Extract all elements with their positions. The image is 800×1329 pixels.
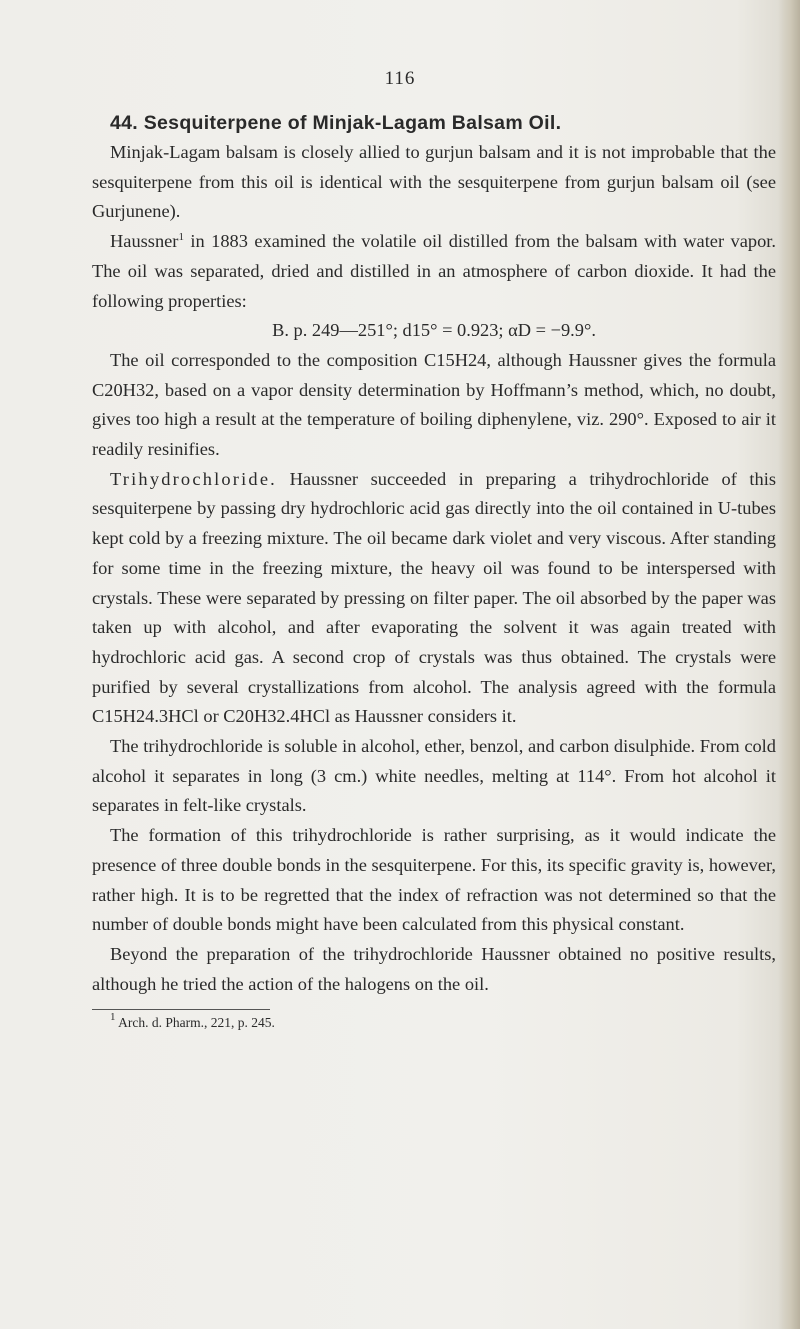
paragraph-intro: Minjak-Lagam balsam is closely allied to gurjun balsam and it is not improbable that the sesquiterpene from this oil is identical with the sesquiterpene from gurjun balsam oil (see Gurjunene). <box>92 142 776 222</box>
paragraph-trihydrochloride-text: Haussner succeeded in preparing a trihydrochloride of this sesquiterpene by passing dry hydrochloric acid gas directly into the oil contained in U-tubes kept cold by a freezing mixture. The oil became dark violet and very viscous. After standing for some time in the freezing mixture, the heavy oil was found to be interspersed with crystals. These were separated by pressing on filter paper. The oil absorbed by the paper was taken up with alcohol, and after evaporating the solvent it was again treated with hydrochloric acid gas. A second crop of crystals was thus obtained. The crystals were purified by several crystallizations from alcohol. The analysis agreed with the formula C15H24.3HCl or C20H32.4HCl as Haussner considers it. <box>92 468 776 727</box>
footnote-divider <box>92 1009 270 1010</box>
trihydrochloride-heading: Trihydrochloride. <box>110 468 277 489</box>
footnote <box>92 1011 776 1032</box>
paragraph-composition: The oil corresponded to the composition C15H24, although Haussner gives the formula C20H32, based on a vapor density determination by Hoffmann’s method, which, no doubt, gives too high a result at the temperature of boiling diphenylene, viz. 290°. Exposed to air it readily resinifies. <box>92 349 776 460</box>
section-number: 44. <box>110 112 139 134</box>
section-title: Sesquiterpene of Minjak-Lagam Balsam Oil. <box>143 112 562 134</box>
author-name: Haussner <box>110 231 179 252</box>
page-number: 116 <box>384 68 416 89</box>
paragraph-formation: The formation of this trihydrochloride is rather surprising, as it would indicate the presence of three double bonds in the sesquiterpene. For this, its specific gravity is, however, rather high. It is to be regretted that the index of refraction was not determined so that the number of double bonds might have been calculated from this physical constant. <box>92 825 776 935</box>
paragraph-trihydrochloride <box>92 465 776 732</box>
paragraph-haussner <box>92 227 776 316</box>
footnote-text: Arch. d. Pharm., 221, p. 245. <box>115 1015 275 1031</box>
footnote-mark: 1 <box>110 1011 116 1024</box>
paragraph-conclusion: Beyond the preparation of the trihydrochloride Haussner obtained no positive results, although he tried the action of the halogens on the oil. <box>92 943 776 994</box>
properties-line: B. p. 249—251°; d15° = 0.923; αD = −9.9°. <box>272 320 596 341</box>
footnote-reference: 1 <box>178 231 184 244</box>
page-body <box>92 108 776 1032</box>
section-heading <box>110 108 776 138</box>
paragraph-solubility: The trihydrochloride is soluble in alcohol, ether, benzol, and carbon disulphide. From cold alcohol it separates in long (3 cm.) white needles, melting at 114°. From hot alcohol it separates in felt-like crystals. <box>92 736 776 816</box>
page-edge-shadow <box>778 0 800 1329</box>
paragraph-haussner-text: in 1883 examined the volatile oil distilled from the balsam with water vapor. The oil was separated, dried and distilled in an atmosphere of carbon dioxide. It had the following properties: <box>92 231 776 311</box>
